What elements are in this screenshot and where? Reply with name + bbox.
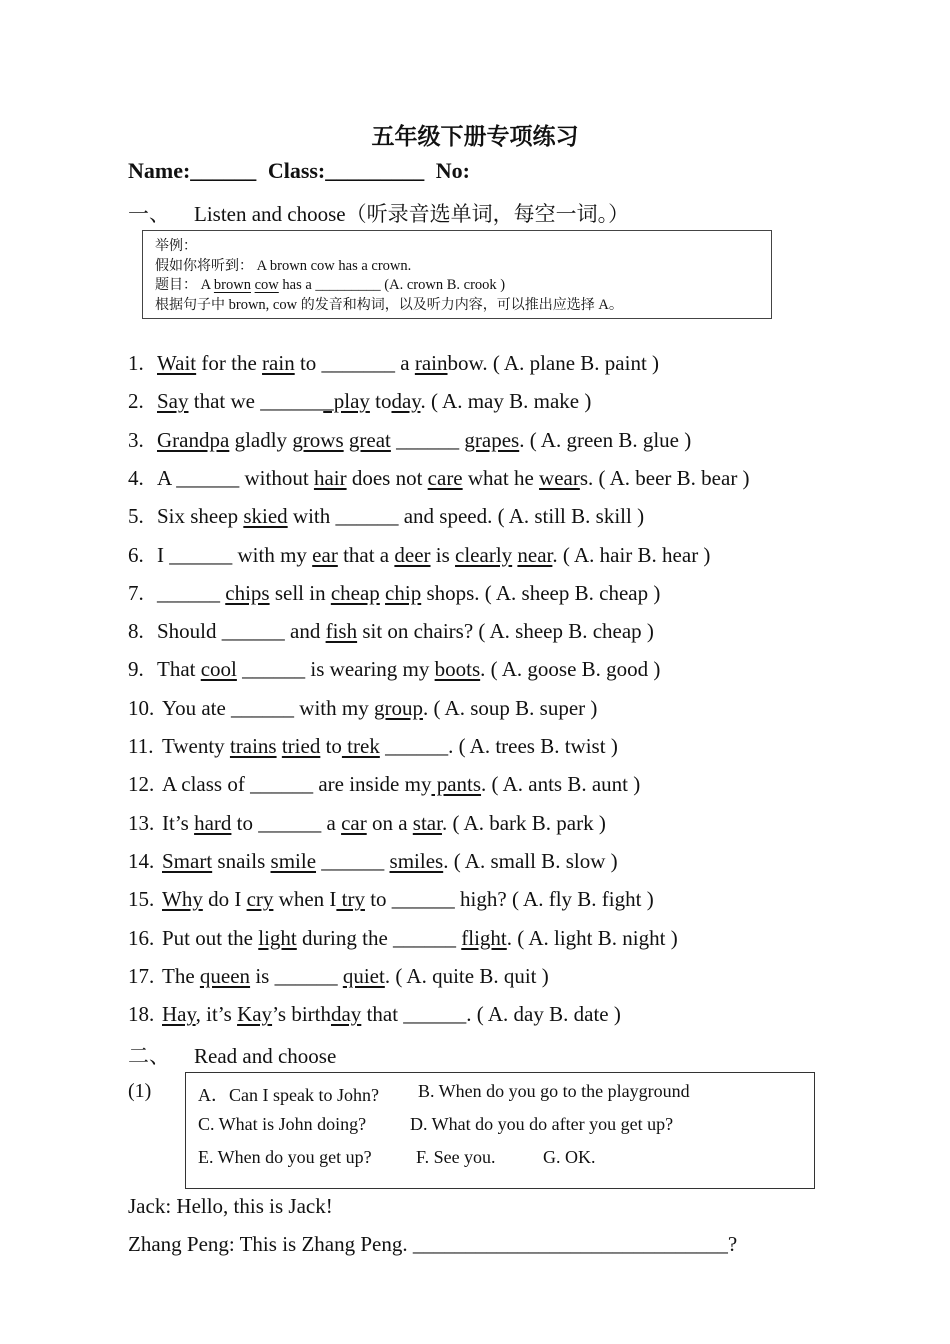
underlined-word: cool [200, 657, 237, 682]
question-text: . ( A. light B. night ) [506, 925, 678, 950]
underlined-word: quiet [342, 963, 385, 988]
question-text: bow. ( A. plane B. paint ) [447, 351, 660, 375]
underlined-word: tried [281, 734, 321, 758]
question-item [128, 504, 644, 529]
question-text: . ( A. soup B. super ) [422, 695, 598, 720]
dialogue-line[interactable]: Zhang Peng: This is Zhang Peng. ______________________________? [128, 1232, 738, 1256]
question-number: 18. [128, 1002, 155, 1027]
question-text: what he [462, 465, 540, 490]
question-text[interactable]: I ______ with my [157, 542, 313, 567]
question-number: 9. [128, 657, 144, 682]
question-text: ’s birth [272, 1002, 331, 1027]
example-label: 举例： [155, 238, 197, 254]
question-text[interactable]: that we ______ [188, 389, 324, 414]
question-item [128, 657, 660, 682]
question-text: . ( A. green B. glue ) [519, 427, 692, 452]
underlined-word: try [336, 887, 365, 912]
question-number: 6. [128, 542, 144, 567]
question-item [128, 887, 654, 912]
dialogue-line: Jack: Hello, this is Jack! [128, 1194, 333, 1218]
question-number: 2. [128, 389, 144, 414]
underlined-word: boots [434, 657, 481, 682]
underlined-word: trek [341, 734, 380, 758]
question-number: 13. [128, 810, 155, 835]
underlined-word: hair [313, 465, 347, 490]
section-number: 一、 [128, 202, 170, 226]
question-item [128, 1002, 621, 1027]
underlined-word: star [412, 810, 442, 835]
question-number: 1. [128, 351, 144, 375]
question-text: snails [212, 848, 271, 873]
question-number: 14. [128, 848, 155, 873]
question-text[interactable]: during the ______ [296, 925, 462, 950]
question-text: Six sheep [157, 504, 244, 529]
question-number: 8. [128, 619, 144, 644]
question-text[interactable]: ______ [316, 848, 390, 873]
question-item [128, 351, 659, 376]
question-item [128, 543, 710, 568]
underlined-word: grapes [464, 427, 520, 452]
section-title: Listen and choose（听录音选单词，每空一词。） [194, 202, 630, 226]
part-label: (1) [128, 1080, 152, 1102]
underlined-word: hard [194, 810, 232, 835]
underlined-word: Smart [162, 848, 213, 873]
underlined-word: cheap [330, 580, 380, 605]
question-text[interactable]: ______ [390, 427, 465, 452]
underlined-word: Hay [162, 1002, 196, 1027]
question-text[interactable]: ______ is wearing my [236, 657, 435, 682]
page-title: 五年级下册专项练习 [371, 124, 579, 150]
question-text: . ( A. ants B. aunt ) [481, 772, 641, 797]
question-text: is [430, 542, 456, 567]
question-number: 16. [128, 925, 155, 950]
question-text: sit on chairs? ( A. sheep B. cheap ) [357, 619, 654, 644]
underlined-word: clearly [455, 542, 513, 567]
underlined-word: group [373, 695, 423, 720]
question-text[interactable]: You ate ______ with my [162, 695, 374, 720]
question-text: . ( A. goose B. good ) [480, 657, 661, 682]
options-box [185, 1072, 815, 1189]
question-number: 4. [128, 465, 144, 490]
question-number: 15. [128, 887, 155, 912]
question-text: . ( A. may B. make ) [420, 389, 592, 414]
underlined-word: Kay [237, 1002, 273, 1027]
option-a: A．Can I speak to John? [198, 1085, 379, 1105]
option-d: D. What do you do after you get up? [410, 1114, 674, 1134]
number-field[interactable]: No: [435, 158, 470, 183]
question-text: does not [346, 465, 428, 490]
question-text: on a [366, 810, 413, 835]
question-text[interactable]: with ______ and speed. ( A. still B. skill ) [287, 504, 645, 529]
question-number: 12. [128, 772, 155, 797]
question-text[interactable]: A ______ without [157, 465, 314, 490]
underlined-word: _play [323, 389, 370, 414]
student-info-line [128, 158, 470, 184]
underlined-word: care [427, 465, 463, 490]
option-e: E. When do you get up? [198, 1147, 372, 1167]
underlined-word: trains [229, 734, 277, 758]
section-number: 二、 [128, 1044, 170, 1068]
underlined-word: cry [246, 887, 274, 912]
question-number: 17. [128, 963, 155, 988]
question-number: 11. [128, 734, 154, 758]
question-text: . ( A. small B. slow ) [443, 848, 618, 873]
question-item [128, 772, 640, 797]
question-text: The [162, 963, 200, 988]
question-text: , it’s [195, 1002, 238, 1027]
class-field[interactable]: Class:_________ [267, 158, 425, 183]
underlined-word: Say [157, 389, 189, 414]
question-text[interactable]: A class of ______ are inside my [162, 772, 432, 797]
question-item [128, 734, 618, 759]
question-item [128, 428, 691, 453]
question-text: do I [202, 887, 247, 912]
question-text[interactable]: Should ______ and [157, 619, 326, 644]
question-item [128, 849, 618, 874]
underlined-word: rain [262, 351, 295, 375]
question-text: It’s [162, 810, 195, 835]
question-item [128, 581, 660, 606]
question-number: 5. [128, 504, 144, 529]
question-text: . ( A. quite B. quit ) [384, 963, 549, 988]
underlined-word: near [517, 542, 553, 567]
question-text[interactable]: that ______. ( A. day B. date ) [361, 1002, 621, 1027]
question-text[interactable]: ______ [157, 580, 226, 605]
example-listen-line: 假如你将听到： A brown cow has a crown. [155, 257, 412, 274]
option-c: C. What is John doing? [198, 1114, 367, 1134]
underlined-word: smiles [389, 848, 444, 873]
question-item [128, 926, 678, 951]
example-box [142, 230, 772, 319]
underlined-word: ear [312, 542, 338, 567]
section-title: Read and choose [194, 1044, 337, 1068]
option-g: G. OK. [543, 1147, 596, 1167]
question-text: when I [273, 887, 337, 912]
question-text: to [320, 734, 342, 758]
question-text[interactable]: to _______ a [294, 351, 415, 375]
underlined-word: Wait [157, 351, 197, 375]
question-text: that a [337, 542, 395, 567]
question-text[interactable]: to ______ high? ( A. fly B. fight ) [364, 887, 654, 912]
question-item [128, 696, 597, 721]
question-text: . ( A. hair B. hear ) [552, 542, 711, 567]
underlined-word: car [341, 810, 367, 835]
underlined-word: day [391, 389, 421, 414]
question-number: 7. [128, 580, 144, 605]
question-text: shops. ( A. sheep B. cheap ) [421, 580, 661, 605]
question-text: Put out the [162, 925, 259, 950]
question-number: 3. [128, 427, 144, 452]
underlined-word: smile [270, 848, 317, 873]
underlined-word: light [258, 925, 297, 950]
question-text: for the [196, 351, 263, 375]
underlined-word: pants [431, 772, 482, 797]
underlined-word: Why [162, 887, 203, 912]
question-item [128, 389, 591, 414]
underlined-word: chips [225, 580, 270, 605]
option-b: B. When do you go to the playground [418, 1081, 690, 1101]
question-text[interactable]: ______. ( A. trees B. twist ) [379, 734, 618, 758]
underlined-word: flight [461, 925, 507, 950]
section-2-heading [128, 1040, 336, 1070]
question-text[interactable]: to ______ a [231, 810, 342, 835]
question-item [128, 619, 654, 644]
question-text[interactable]: is ______ [250, 963, 343, 988]
question-text: s. ( A. beer B. bear ) [579, 465, 750, 490]
question-text: Twenty [162, 734, 230, 758]
name-field[interactable]: Name:______ [128, 158, 257, 183]
question-number: 10. [128, 695, 155, 720]
option-f: F. See you. [416, 1147, 496, 1167]
underlined-word: day [330, 1002, 362, 1027]
question-text: . ( A. bark B. park ) [441, 810, 606, 835]
underlined-word: fish [325, 619, 358, 644]
question-text: to [369, 389, 392, 414]
question-text: gladly [229, 427, 293, 452]
underlined-word: great [348, 427, 391, 452]
underlined-word: deer [394, 542, 431, 567]
underlined-word: rain [414, 351, 448, 375]
underlined-word: wear [539, 465, 580, 490]
question-item [128, 466, 750, 491]
example-explanation-line: 根据句子中 brown, cow 的发音和构词，以及听力内容，可以推出应选择 A。 [155, 296, 624, 313]
question-text: That [157, 657, 201, 682]
section-1-heading [128, 198, 629, 228]
underlined-word: skied [243, 504, 288, 529]
underlined-word: chip [385, 580, 422, 605]
underlined-word: Grandpa [157, 427, 230, 452]
question-text: sell in [269, 580, 331, 605]
underlined-word: grows [292, 427, 344, 452]
question-item [128, 964, 549, 989]
example-question-line: 题目： A brown cow has a _________ (A. crown B. crook ) [155, 277, 506, 293]
underlined-word: queen [199, 963, 251, 988]
question-item [128, 811, 606, 836]
